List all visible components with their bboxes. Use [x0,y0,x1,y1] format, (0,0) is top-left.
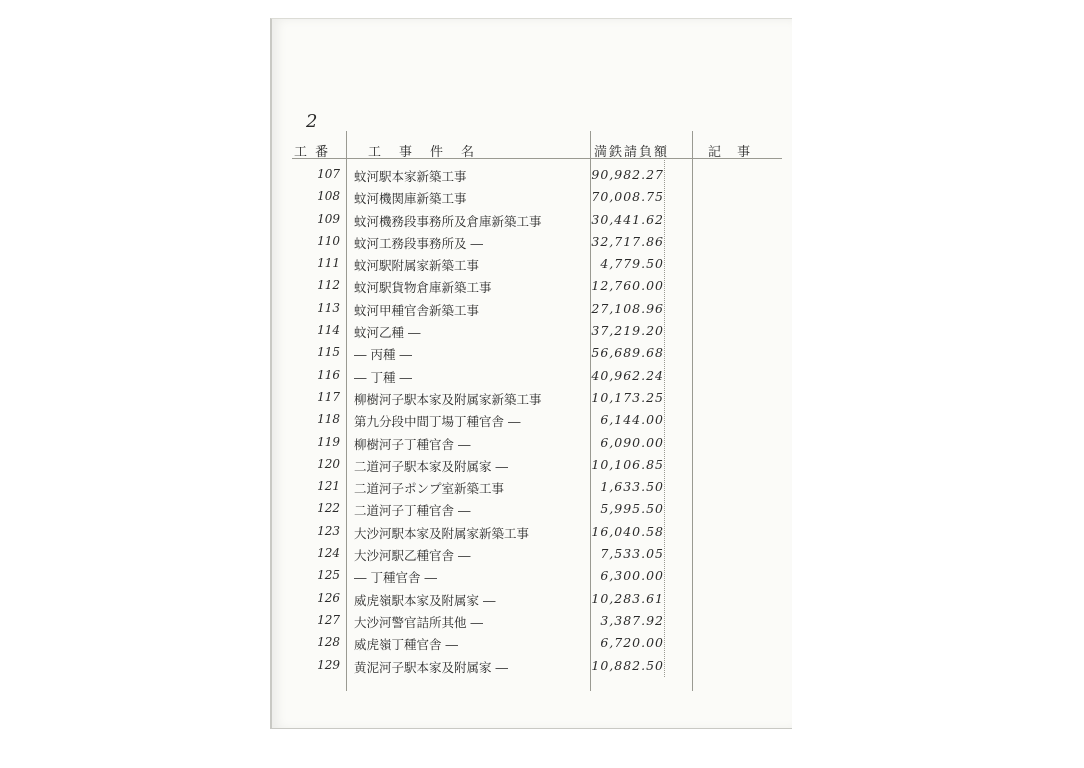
work-number: 117 [317,389,340,404]
contract-amount: 5,995.50 [600,501,664,517]
work-number: 121 [317,479,340,494]
work-name: 蚊河駅本家新築工事 [354,169,467,184]
work-name: 二道河子丁種官舎 ― [354,503,471,519]
ledger-page [270,18,792,729]
work-name: 蚊河乙種 ― [354,325,421,341]
contract-amount: 1,633.50 [600,479,664,495]
work-name: 大沙河駅本家及附属家新築工事 [354,525,530,541]
ledger-rows [272,164,792,677]
ledger-row [272,275,792,297]
ledger-row [272,186,792,208]
work-number: 116 [317,367,340,382]
contract-amount: 10,173.25 [591,389,664,405]
ledger-row [272,253,792,275]
work-number: 124 [317,546,340,561]
work-number: 126 [317,590,340,605]
work-number: 113 [317,300,340,315]
ledger-row [272,164,792,186]
work-name: 柳樹河子丁種官舎 ― [354,436,471,452]
ledger-row [272,476,792,498]
work-name: 蚊河甲種官舎新築工事 [354,302,480,318]
work-number: 128 [317,635,340,650]
work-number: 108 [317,189,340,204]
work-name: 第九分段中間丁場丁種官舎 ― [354,414,521,430]
work-name: 蚊河工務段事務所及 ― [354,235,483,251]
contract-amount: 10,283.61 [591,590,664,606]
work-name: 蚊河機関庫新築工事 [354,191,467,207]
ledger-row [272,342,792,364]
ledger-row [272,588,792,610]
ledger-row [272,387,792,409]
work-number: 120 [317,456,340,471]
ledger-row [272,610,792,632]
contract-amount: 90,982.27 [591,167,664,182]
contract-amount: 6,300.00 [600,568,664,584]
work-number: 109 [317,211,340,226]
work-name: ― 丁種官舎 ― [354,570,437,586]
ledger-row [272,454,792,476]
contract-amount: 6,144.00 [600,412,664,428]
ledger-row [272,498,792,520]
contract-amount: 7,533.05 [600,546,664,562]
header-work-number: 工 番 [294,145,331,160]
work-name: 蚊河機務段事務所及倉庫新築工事 [354,213,542,229]
ledger-row [272,365,792,387]
work-name: 柳樹河子駅本家及附属家新築工事 [354,391,542,407]
work-number: 122 [317,501,340,516]
work-number: 119 [317,434,340,449]
contract-amount: 40,962.24 [591,367,664,383]
header-work-name: 工事件名 [368,145,493,160]
work-name: 蚊河駅附属家新築工事 [354,258,480,274]
contract-amount: 56,689.68 [591,345,664,361]
work-number: 110 [317,233,340,248]
work-number: 118 [317,412,340,427]
contract-amount: 4,779.50 [600,256,664,272]
work-number: 123 [317,523,340,538]
ledger-row [272,298,792,320]
contract-amount: 27,108.96 [591,300,664,316]
ledger-row [272,543,792,565]
contract-amount: 12,760.00 [591,278,664,294]
ledger-row [272,655,792,677]
work-name: 二道河子ポンプ室新築工事 [354,481,505,497]
page-edge [272,720,792,729]
work-number: 112 [317,278,340,293]
work-number: 127 [317,612,340,627]
contract-amount: 30,441.62 [591,211,664,227]
work-number: 125 [317,568,340,583]
ledger-row [272,432,792,454]
work-name: ― 丙種 ― [354,347,412,363]
ledger-row [272,521,792,543]
page-number: 2 [306,111,318,132]
work-name: 二道河子駅本家及附属家 ― [354,458,508,474]
work-name: 黄泥河子駅本家及附属家 ― [354,659,508,675]
work-name: ― 丁種 ― [354,369,412,385]
work-name: 威虎嶺駅本家及附属家 ― [354,592,496,608]
work-name: 大沙河警官詰所其他 ― [354,614,483,630]
contract-amount: 32,717.86 [591,233,664,249]
contract-amount: 3,387.92 [600,612,664,628]
header-notes: 記 事 [708,145,757,160]
work-name: 大沙河駅乙種官舎 ― [354,548,471,564]
header-rule [292,158,782,159]
contract-amount: 70,008.75 [591,189,664,205]
work-name: 蚊河駅貨物倉庫新築工事 [354,280,492,296]
work-number: 107 [317,167,340,181]
header-contract-amount: 満鉄請負額 [594,145,670,160]
contract-amount: 16,040.58 [591,523,664,539]
ledger-row [272,632,792,654]
ledger-row [272,565,792,587]
contract-amount: 6,090.00 [600,434,664,450]
work-number: 111 [317,256,340,271]
work-number: 114 [317,323,340,338]
work-number: 115 [317,345,340,360]
contract-amount: 37,219.20 [591,323,664,339]
contract-amount: 10,106.85 [591,456,664,472]
work-name: 威虎嶺丁種官舎 ― [354,637,458,653]
ledger-row [272,320,792,342]
ledger-row [272,409,792,431]
contract-amount: 10,882.50 [591,657,664,673]
ledger-row [272,231,792,253]
work-number: 129 [317,657,340,672]
ledger-row [272,209,792,231]
contract-amount: 6,720.00 [600,635,664,651]
